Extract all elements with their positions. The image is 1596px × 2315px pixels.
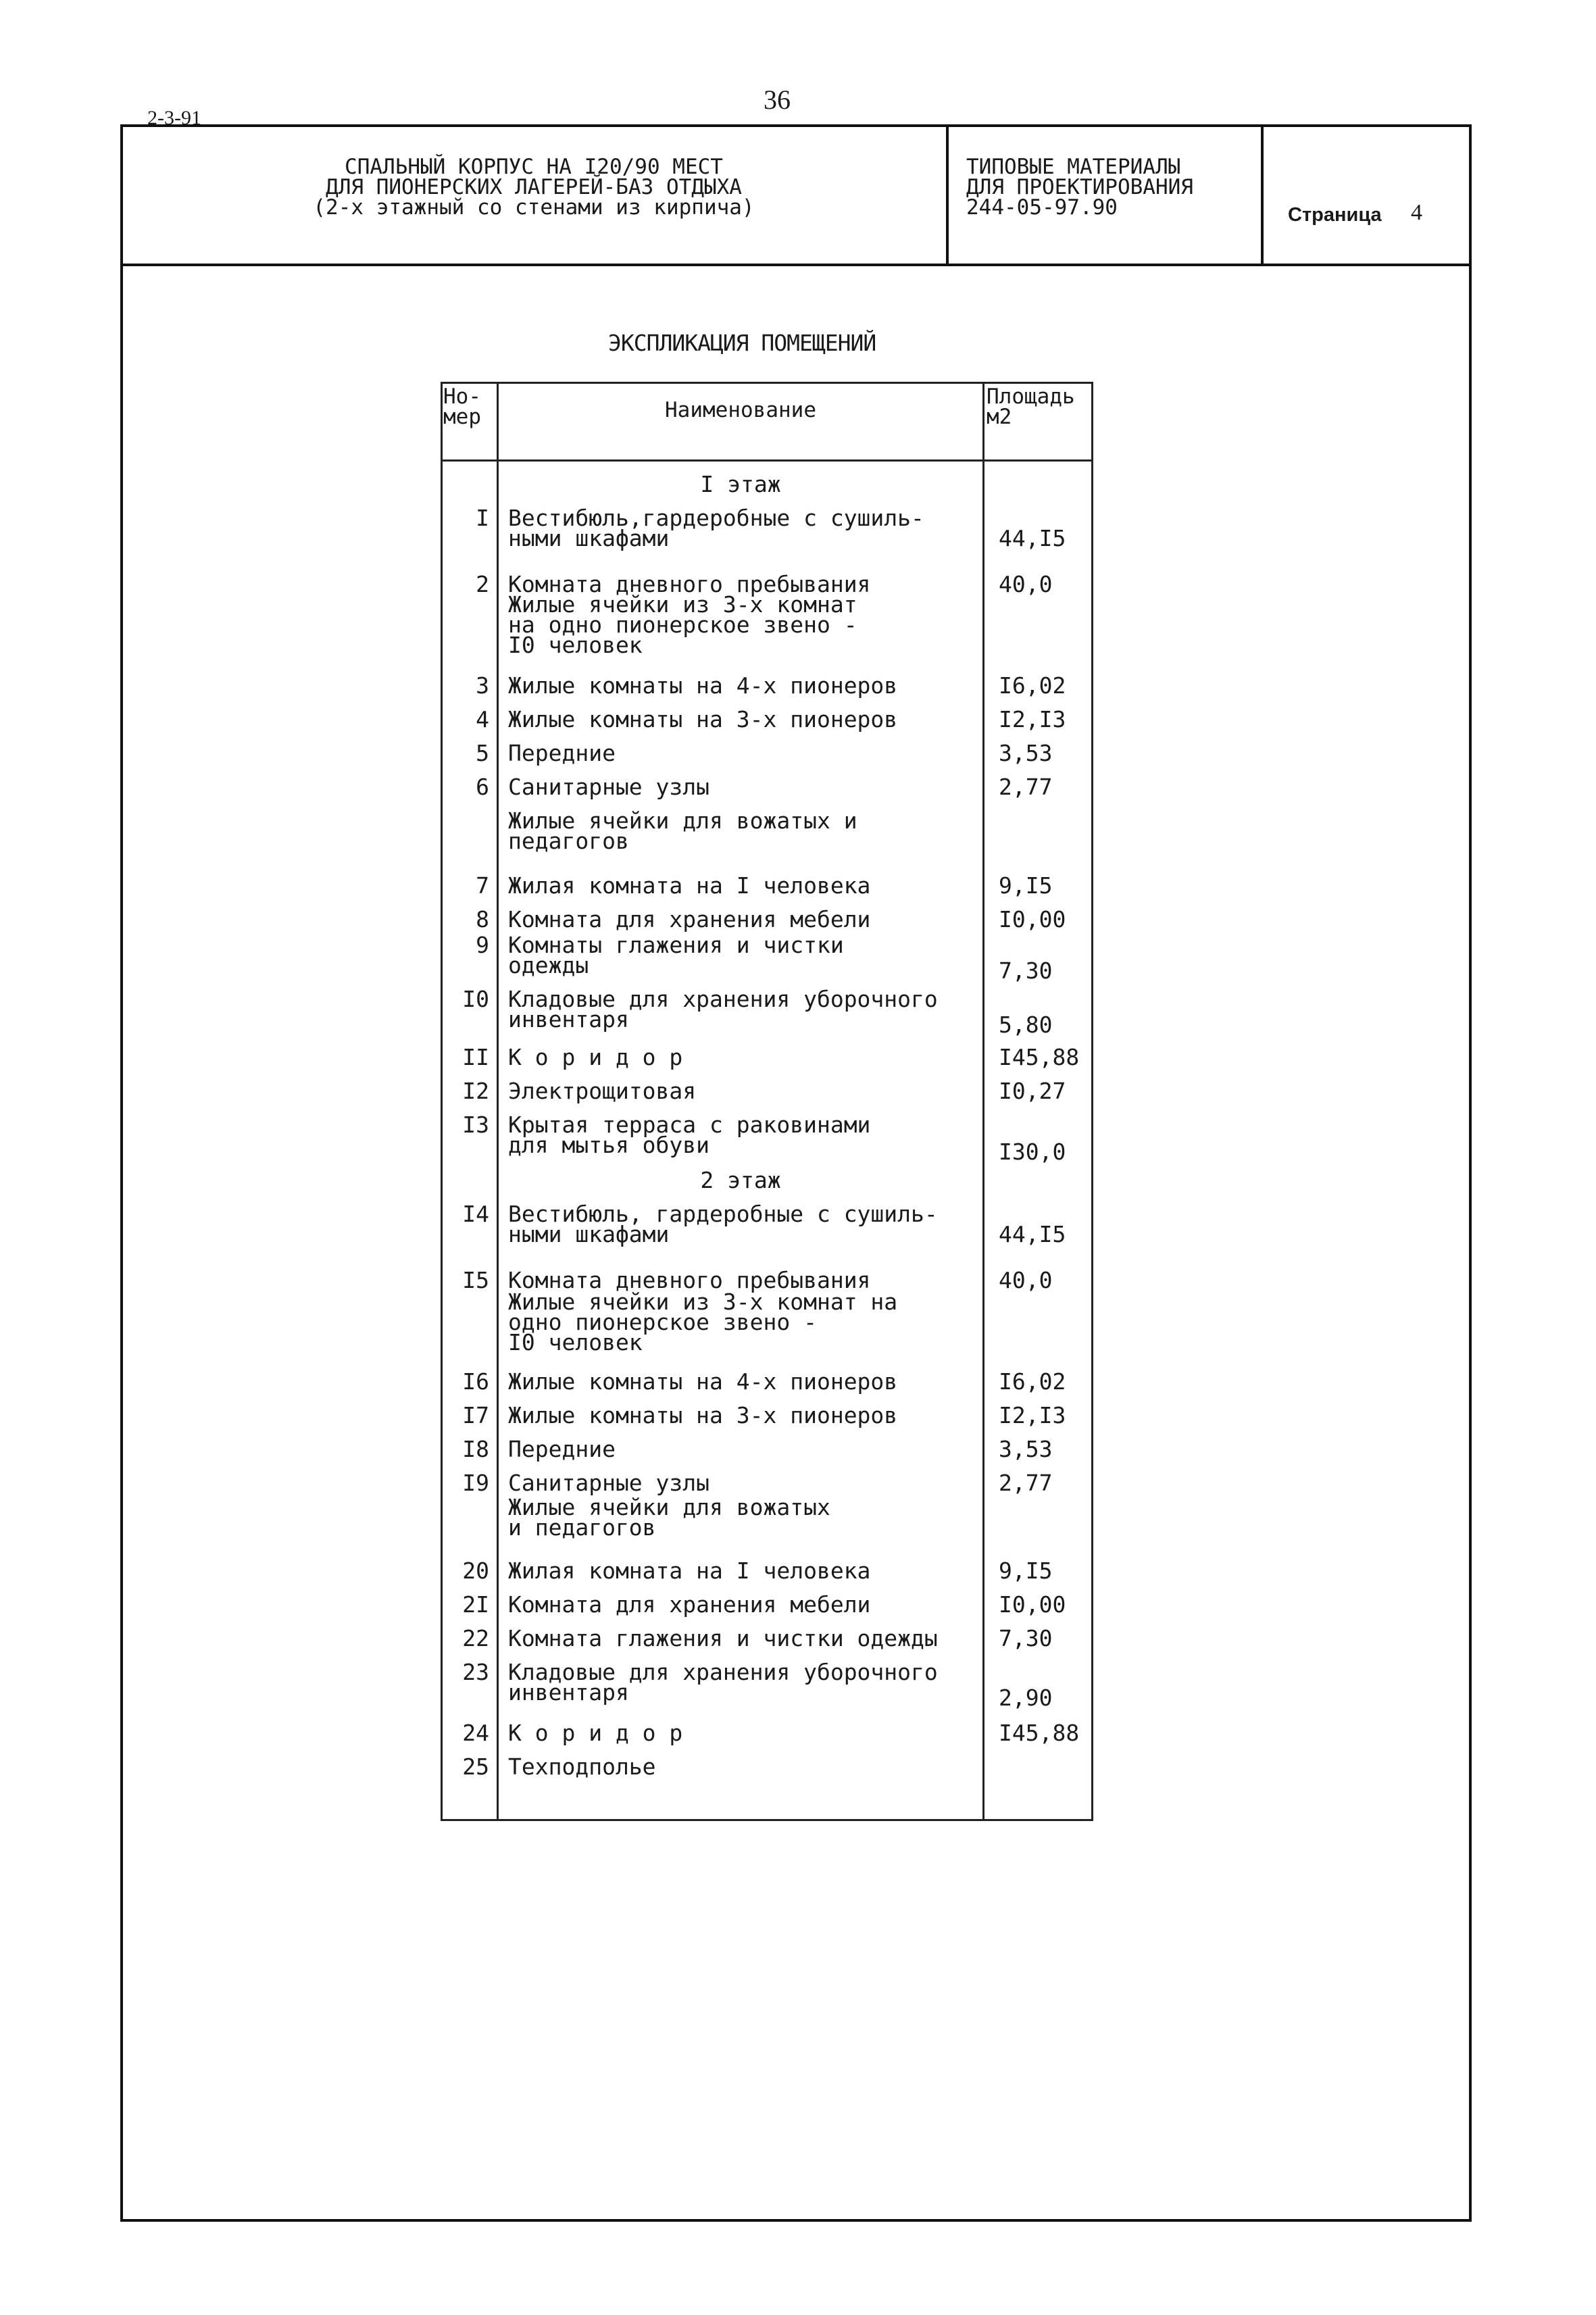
room-name-line: Вестибюль,гардеробные с сушиль- bbox=[508, 505, 924, 531]
room-number: I3 bbox=[462, 1112, 489, 1138]
table-title: ЭКСПЛИКАЦИЯ ПОМЕЩЕНИЙ bbox=[608, 330, 876, 356]
room-area: 40,0 bbox=[999, 571, 1053, 597]
room-name-line: Санитарные узлы bbox=[508, 1470, 710, 1496]
room-number: 3 bbox=[476, 672, 489, 699]
room-name-line: ными шкафами bbox=[508, 525, 670, 551]
room-name-line: Комната для хранения мебели bbox=[508, 906, 871, 932]
room-name-line: Вестибюль, гардеробные с сушиль- bbox=[508, 1201, 938, 1227]
floor-heading: 2 этаж bbox=[700, 1167, 781, 1193]
room-name-line: для мытья обуви bbox=[508, 1132, 710, 1158]
room-number: 2 bbox=[476, 571, 489, 597]
room-area: 44,I5 bbox=[999, 1221, 1066, 1247]
room-area: I6,02 bbox=[999, 672, 1066, 699]
room-number: 20 bbox=[462, 1558, 489, 1584]
room-name-line: Комната глажения и чистки одежды bbox=[508, 1625, 938, 1651]
room-name-line: К о р и д о р bbox=[508, 1720, 683, 1746]
room-number: 9 bbox=[476, 932, 489, 958]
table-column-rule bbox=[497, 382, 499, 1821]
room-area: 2,77 bbox=[999, 774, 1053, 800]
room-number: I2 bbox=[462, 1078, 489, 1104]
room-name-line: Комната дневного пребывания bbox=[508, 1267, 871, 1293]
room-area: I45,88 bbox=[999, 1720, 1080, 1746]
room-name-line: Жилые комнаты на 4-х пионеров bbox=[508, 672, 898, 699]
project-title-line: (2-х этажный со стенами из кирпича) bbox=[313, 195, 755, 220]
room-name-line: Санитарные узлы bbox=[508, 774, 710, 800]
room-name-line: Передние bbox=[508, 1436, 616, 1462]
room-number: I4 bbox=[462, 1201, 489, 1227]
column-header-number bbox=[443, 384, 496, 429]
project-title-line: ДЛЯ ПИОНЕРСКИХ ЛАГЕРЕЙ-БАЗ ОТДЫХА bbox=[326, 175, 742, 199]
room-number: 4 bbox=[476, 706, 489, 732]
room-name-line: Передние bbox=[508, 740, 616, 766]
room-area: I0,27 bbox=[999, 1078, 1066, 1104]
room-name-line: I0 человек bbox=[508, 632, 643, 658]
column-header-line: мер bbox=[443, 405, 481, 429]
room-name-line: Кладовые для хранения уборочного bbox=[508, 986, 938, 1012]
room-area: I2,I3 bbox=[999, 706, 1066, 732]
room-area: 44,I5 bbox=[999, 525, 1066, 551]
room-number: 8 bbox=[476, 906, 489, 932]
page-value: 4 bbox=[1411, 200, 1422, 225]
room-name-line: Комната дневного пребывания bbox=[508, 571, 871, 597]
room-name-line: Электрощитовая bbox=[508, 1078, 697, 1104]
room-name-line: Жилые ячейки из 3-х комнат bbox=[508, 591, 857, 618]
room-area: 3,53 bbox=[999, 1436, 1053, 1462]
room-name-line: одно пионерское звено - bbox=[508, 1309, 817, 1335]
room-name-line: на одно пионерское звено - bbox=[508, 612, 857, 638]
room-number: II bbox=[462, 1044, 489, 1070]
column-header-line: Площадь bbox=[987, 384, 1075, 409]
series-line: 244-05-97.90 bbox=[966, 195, 1118, 220]
room-area: 2,77 bbox=[999, 1470, 1053, 1496]
room-number: I9 bbox=[462, 1470, 489, 1496]
room-area: 7,30 bbox=[999, 1625, 1053, 1651]
room-name-line: Жилые комнаты на 3-х пионеров bbox=[508, 706, 898, 732]
room-number: 23 bbox=[462, 1659, 489, 1685]
room-name-line: инвентаря bbox=[508, 1679, 629, 1706]
room-name-line: педагогов bbox=[508, 828, 629, 854]
page-label: Страница bbox=[1288, 204, 1382, 226]
room-number: 22 bbox=[462, 1625, 489, 1651]
column-header-line: м2 bbox=[987, 405, 1012, 429]
project-title bbox=[122, 157, 946, 218]
room-area: I2,I3 bbox=[999, 1402, 1066, 1428]
room-name-line: Техподполье bbox=[508, 1753, 656, 1780]
room-name-line: Жилые комнаты на 4-х пионеров bbox=[508, 1368, 898, 1395]
room-name-line: К о р и д о р bbox=[508, 1044, 683, 1070]
room-number: 24 bbox=[462, 1720, 489, 1746]
room-area: I6,02 bbox=[999, 1368, 1066, 1395]
table-rule bbox=[441, 382, 1093, 384]
room-area: 40,0 bbox=[999, 1267, 1053, 1293]
room-number: 6 bbox=[476, 774, 489, 800]
room-area: 5,80 bbox=[999, 1012, 1053, 1038]
room-name-line: инвентаря bbox=[508, 1006, 629, 1032]
room-name-line: Крытая терраса с раковинами bbox=[508, 1112, 871, 1138]
room-name-line: одежды bbox=[508, 952, 589, 978]
room-area: I30,0 bbox=[999, 1139, 1066, 1165]
room-number: I7 bbox=[462, 1402, 489, 1428]
room-number: I6 bbox=[462, 1368, 489, 1395]
room-name-line: и педагогов bbox=[508, 1514, 656, 1541]
room-name-line: Комнаты глажения и чистки bbox=[508, 932, 844, 958]
room-name-line: Кладовые для хранения уборочного bbox=[508, 1659, 938, 1685]
room-number: 5 bbox=[476, 740, 489, 766]
room-area: 2,90 bbox=[999, 1685, 1053, 1711]
column-header-line: Но- bbox=[443, 384, 481, 409]
title-block-divider bbox=[946, 124, 949, 265]
room-name-line: Комната для хранения мебели bbox=[508, 1591, 871, 1618]
room-name-line: Жилые ячейки для вожатых bbox=[508, 1494, 830, 1520]
room-area: 3,53 bbox=[999, 740, 1053, 766]
room-name-line: Жилая комната на I человека bbox=[508, 872, 871, 899]
room-number: 25 bbox=[462, 1753, 489, 1780]
series-line: ДЛЯ ПРОЕКТИРОВАНИЯ bbox=[966, 175, 1193, 199]
room-name-line: Жилые ячейки для вожатых и bbox=[508, 807, 857, 834]
room-area: 7,30 bbox=[999, 957, 1053, 984]
room-name-line: ными шкафами bbox=[508, 1221, 670, 1247]
room-area: I0,00 bbox=[999, 1591, 1066, 1618]
room-number: I8 bbox=[462, 1436, 489, 1462]
room-name-line: Жилые комнаты на 3-х пионеров bbox=[508, 1402, 898, 1428]
page-number: 36 bbox=[764, 84, 791, 115]
room-number: I0 bbox=[462, 986, 489, 1012]
room-number: I bbox=[476, 505, 489, 531]
room-number: 2I bbox=[462, 1591, 489, 1618]
room-area: I45,88 bbox=[999, 1044, 1080, 1070]
floor-heading: I этаж bbox=[700, 471, 781, 497]
room-number: 7 bbox=[476, 872, 489, 899]
room-number: I5 bbox=[462, 1267, 489, 1293]
table-column-rule bbox=[982, 382, 984, 1821]
title-block-divider bbox=[1261, 124, 1264, 265]
room-area: 9,I5 bbox=[999, 872, 1053, 899]
room-name-line: Жилая комната на I человека bbox=[508, 1558, 871, 1584]
project-title-line: СПАЛЬНЫЙ КОРПУС НА I20/90 МЕСТ bbox=[345, 155, 723, 179]
column-header-area bbox=[987, 384, 1093, 429]
series-line: ТИПОВЫЕ МАТЕРИАЛЫ bbox=[966, 155, 1181, 179]
room-name-line: I0 человек bbox=[508, 1329, 643, 1355]
room-area: 9,I5 bbox=[999, 1558, 1053, 1584]
column-header-name: Наименование bbox=[665, 398, 816, 422]
room-area: I0,00 bbox=[999, 906, 1066, 932]
series-designation bbox=[966, 157, 1257, 218]
room-name-line: Жилые ячейки из 3-х комнат на bbox=[508, 1289, 898, 1315]
sheet-code: 2-3-91 bbox=[147, 107, 201, 129]
table-rule bbox=[441, 459, 1093, 462]
